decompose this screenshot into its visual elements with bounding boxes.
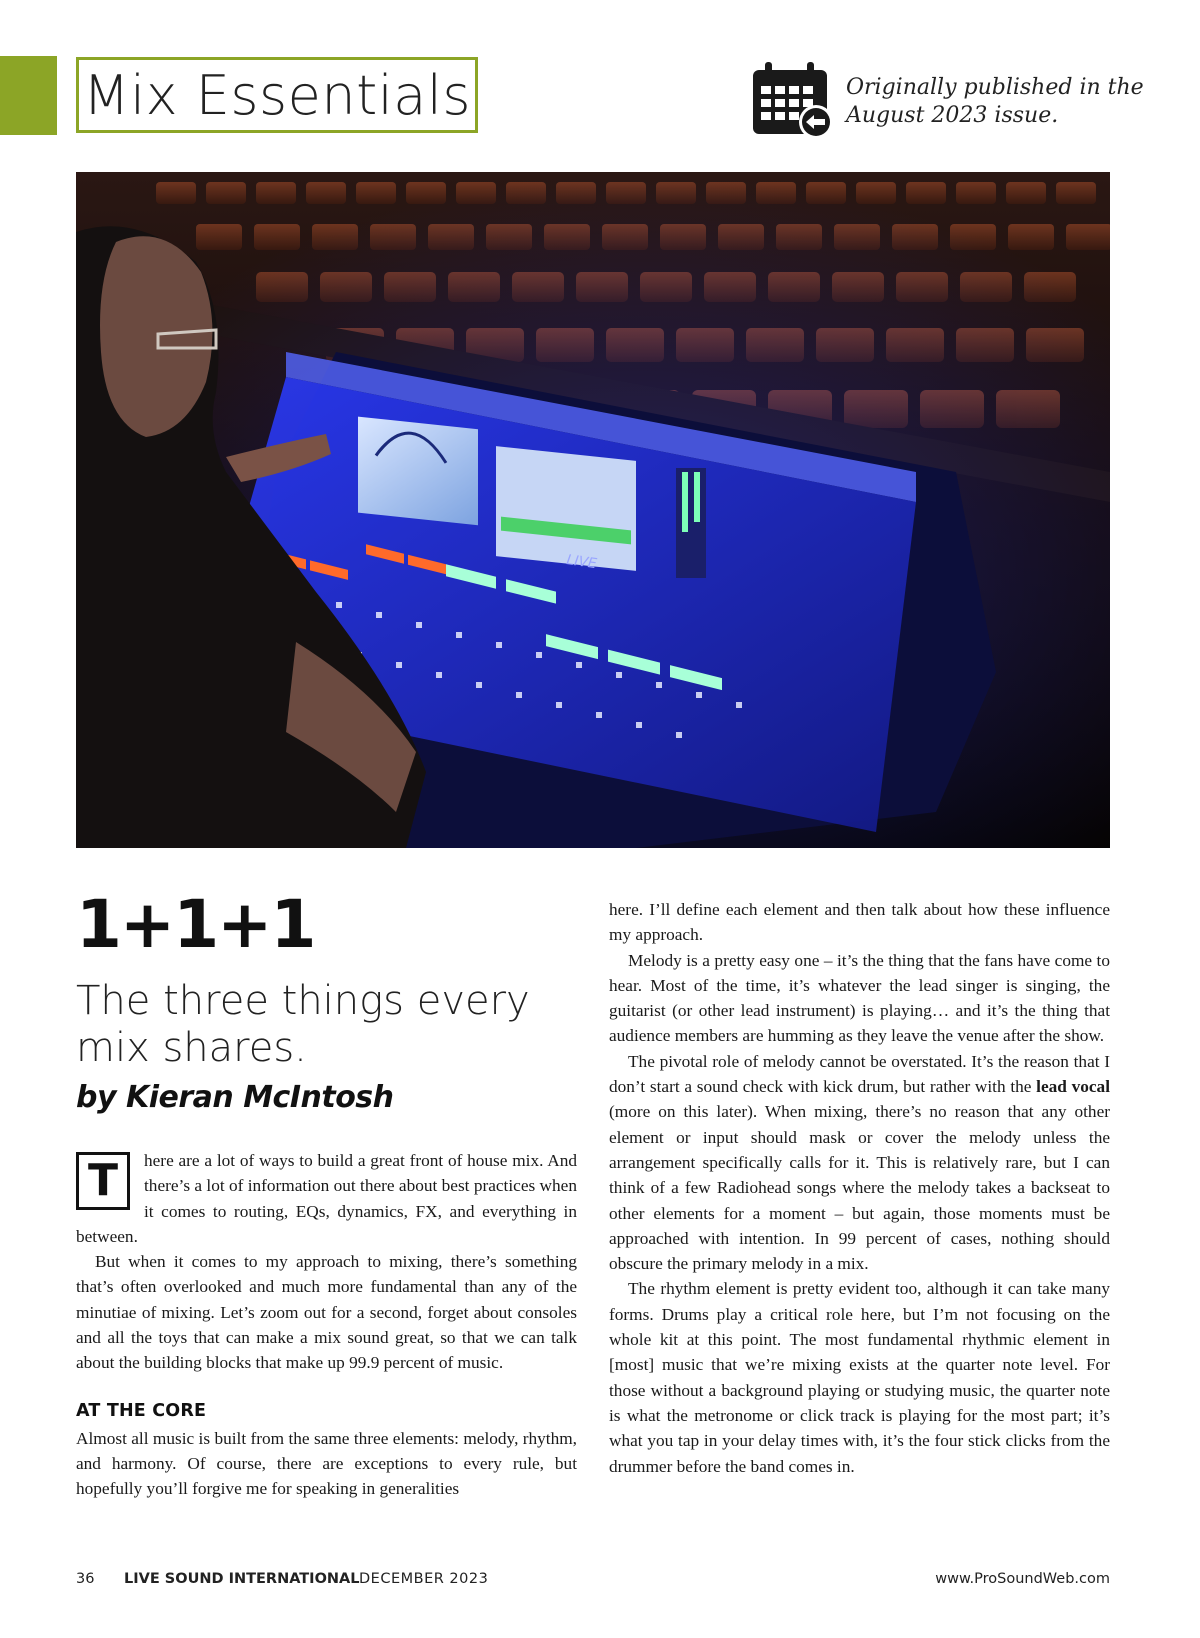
- article-byline: by Kieran McIntosh: [76, 1080, 394, 1115]
- paragraph-5-bold: lead vocal: [1036, 1077, 1110, 1097]
- publication-note: [846, 74, 1176, 130]
- article-headline: 1+1+1: [76, 886, 315, 963]
- paragraph-5-start: The pivotal role of melody cannot be overstated. It’s the reason that I don’t start a sound check with kick drum, but rather with the: [609, 1051, 1110, 1097]
- website-link[interactable]: www.ProSoundWeb.com: [935, 1571, 1110, 1587]
- article-column-left: [76, 1148, 577, 1502]
- paragraph-2: But when it comes to my approach to mixing, there’s something that’s often overlooked and much more fundamental than any of the minutiae of mixing. Let’s zoom out for a second, forget about consoles and all the toys that can make a mix sound great, so that we can talk about the building blocks that make up 99.9 percent of music.: [76, 1252, 577, 1373]
- drop-cap: T: [76, 1152, 130, 1210]
- publication-note-line2: August 2023 issue.: [846, 103, 1059, 128]
- mixing-console-photo: [76, 172, 1110, 848]
- section-color-tab: [0, 56, 57, 135]
- paragraph-3: Almost all music is built from the same three elements: melody, rhythm, and harmony. Of course, there are exceptions to every rule, but hopefully you’ll forgive me for speaking in generalities: [76, 1428, 577, 1499]
- article-deck: The three things every mix shares.: [76, 978, 530, 1071]
- page-number: 36: [76, 1571, 95, 1587]
- page-footer: [76, 1571, 1110, 1591]
- paragraph-5-end: (more on this later). When mixing, there’s no reason that any other element or input should mask or cover the melody unless the arrangement specifically calls for it. This is relatively rare, but I can think of a few Radiohead songs where the melody takes a backseat to other elements for a moment – but again, those moments must be approached with intention. In 99 percent of cases, nothing should obscure the primary melody in a mix.: [609, 1102, 1110, 1274]
- paragraph-6: The rhythm element is pretty evident too, although it can take many forms. Drums play a critical role here, but I’m not focusing on the whole kit at this point. The most fundamental rhythmic element in [most] music that we’re mixing exists at the quarter note level. For those without a background playing or studying music, the quarter note is what the metronome or click track is playing for the most part; it’s what you tap in your delay times with, it’s the four stick clicks from the drummer before the band comes in.: [609, 1279, 1110, 1476]
- paragraph-3-continued: here. I’ll define each element and then talk about how these influence my approach.: [609, 900, 1110, 945]
- paragraph-5: [609, 1049, 1110, 1277]
- issue-date: DECEMBER 2023: [359, 1571, 489, 1587]
- article-column-right: [609, 897, 1110, 1479]
- intro-text: here are a lot of ways to build a great front of house mix. And there’s a lot of information out there about best practices when it comes to routing, EQs, dynamics, FX, and everything in between.: [76, 1151, 577, 1246]
- intro-paragraph: [76, 1148, 577, 1249]
- publication-note-line1: Originally published in the: [846, 75, 1144, 100]
- section-title: Mix Essentials: [76, 57, 478, 133]
- paragraph-4: Melody is a pretty easy one – it’s the thing that the fans have come to hear. Most of the time, it’s whatever the lead singer is singing, the guitarist (or other lead instrument) is playing… and it’s the thing that audience members are humming as they leave the venue after the show.: [609, 950, 1110, 1046]
- section-subhead: AT THE CORE: [76, 1400, 207, 1421]
- calendar-back-icon: [750, 60, 836, 142]
- console-brand-label: LIVE: [565, 552, 598, 573]
- magazine-name: LIVE SOUND INTERNATIONAL: [124, 1571, 360, 1587]
